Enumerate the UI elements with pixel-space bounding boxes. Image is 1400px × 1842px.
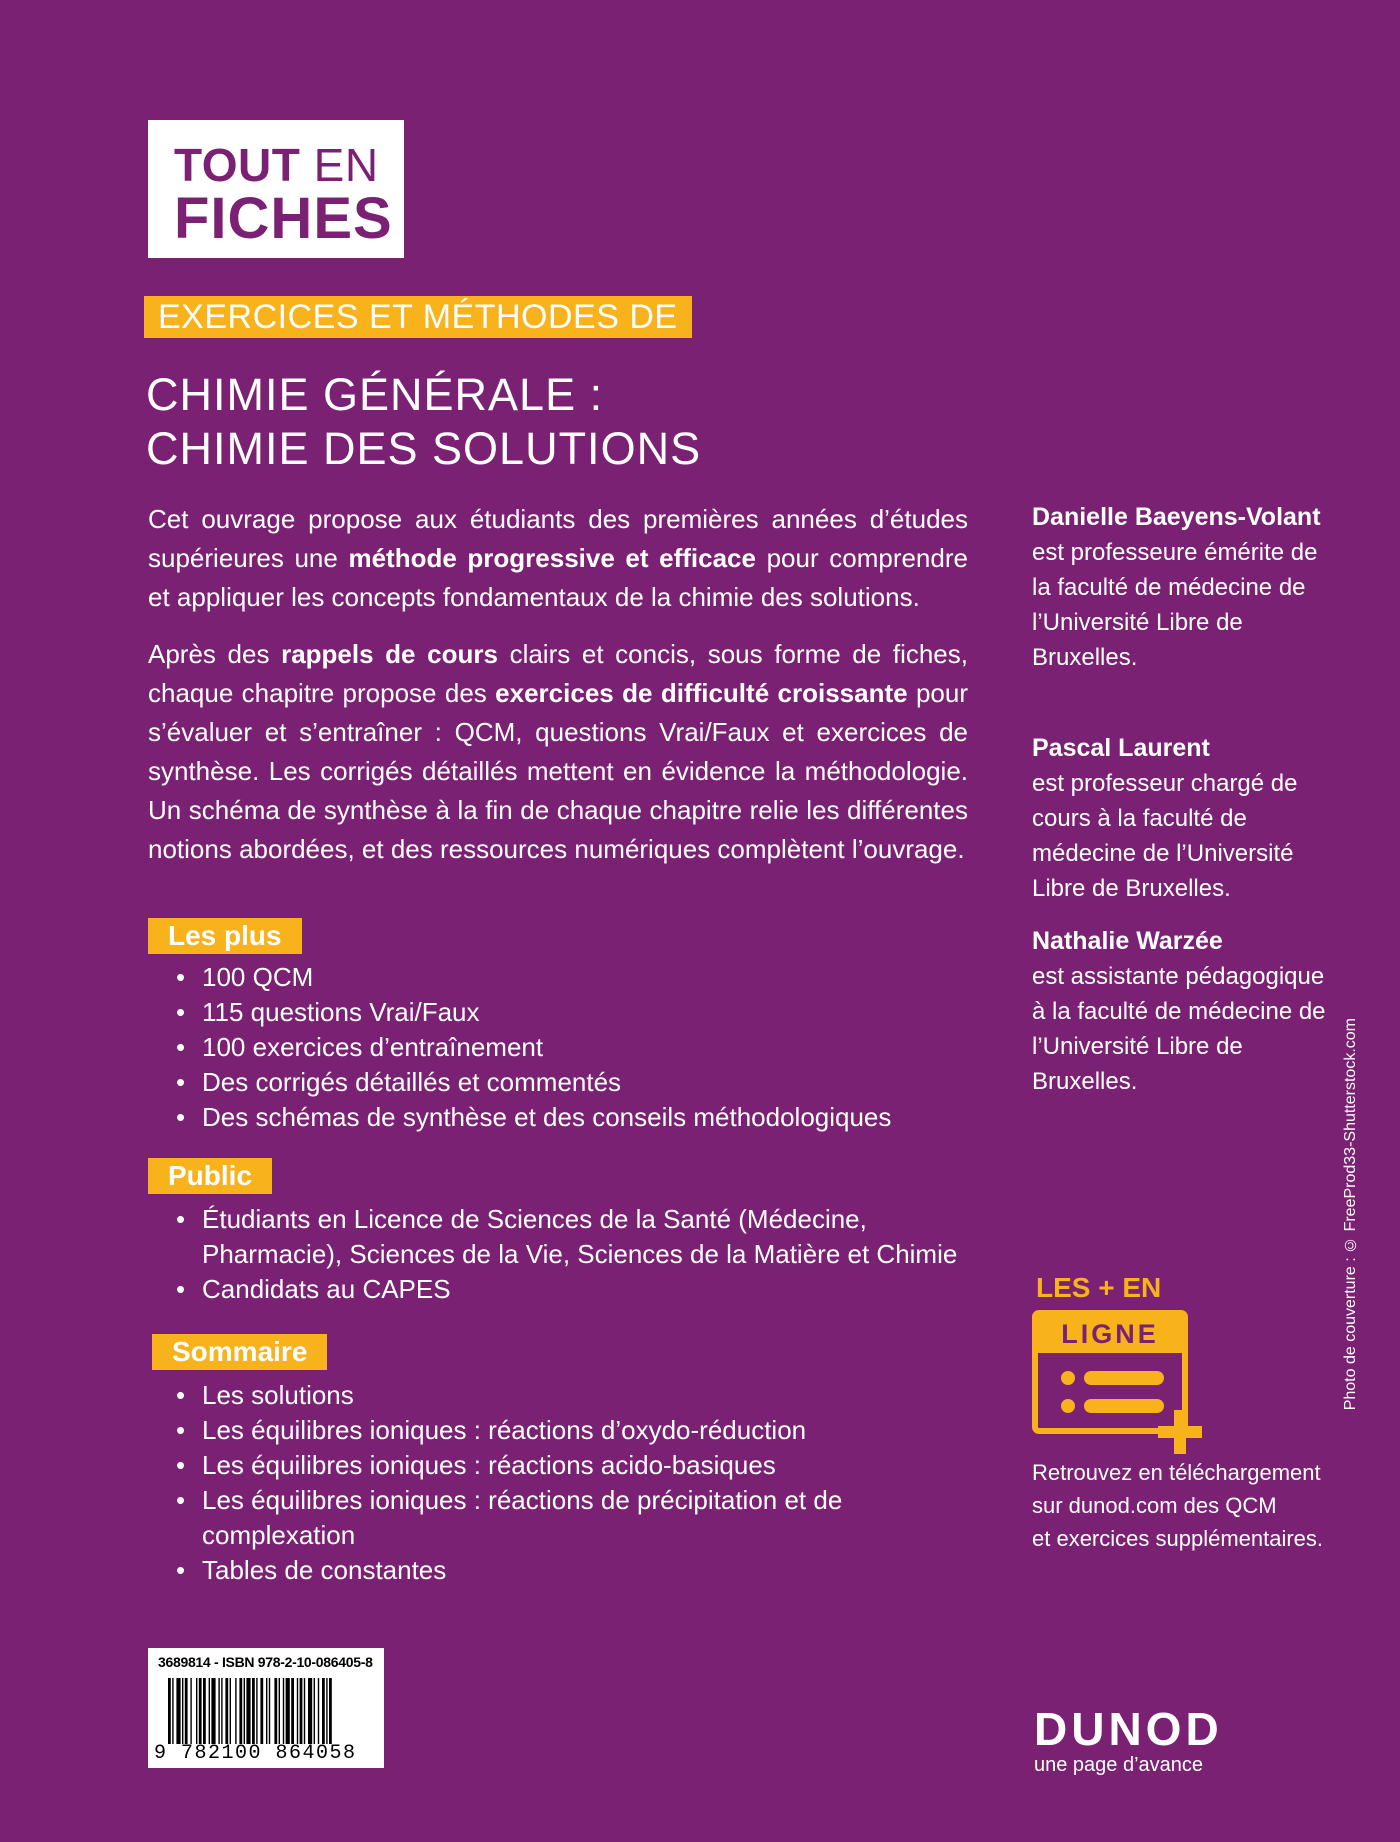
barcode-bar: [235, 1678, 236, 1744]
barcode-bar: [300, 1678, 303, 1744]
barcode-bar: [326, 1678, 327, 1744]
title-line1: CHIMIE GÉNÉRALE :: [146, 369, 604, 420]
barcode-bar: [252, 1678, 255, 1744]
intro-emphasis: rappels de cours: [281, 639, 498, 669]
publisher-tagline: une page d’avance: [1034, 1754, 1204, 1776]
author-name: Pascal Laurent: [1032, 734, 1210, 762]
series-logo-en: EN: [313, 139, 379, 191]
section-label-public: Public: [148, 1158, 272, 1194]
intro-paragraph-2: [148, 635, 968, 869]
list-item: • Les solutions: [172, 1378, 992, 1413]
series-logo-tout: TOUT: [174, 139, 301, 191]
barcode-number: 9 782100 864058: [154, 1742, 357, 1765]
barcode-bar: [182, 1678, 183, 1744]
barcode-bar: [168, 1678, 171, 1744]
barcode-bar: [283, 1678, 284, 1744]
intro-emphasis: exercices de difficulté croissante: [495, 678, 908, 708]
section-label-plus: Les plus: [148, 918, 302, 954]
barcode-bar: [256, 1678, 257, 1744]
barcode-bar: [172, 1678, 173, 1744]
barcode-bar: [176, 1678, 180, 1744]
public-list: [172, 1202, 982, 1307]
sommaire-list: [172, 1378, 992, 1588]
barcode-bar: [209, 1678, 210, 1744]
barcode-bar: [297, 1678, 298, 1744]
intro-text: Cet ouvrage propose aux étudiants des premières années d’études supérieures une: [148, 504, 968, 573]
author-name: Nathalie Warzée: [1032, 927, 1223, 955]
list-item: • 100 exercices d’entraînement: [172, 1030, 992, 1065]
online-note-line: sur dunod.com des QCM: [1032, 1493, 1277, 1518]
series-logo-line1: [174, 139, 379, 191]
author-name: Danielle Baeyens-Volant: [1032, 503, 1321, 531]
section-label-sommaire: Sommaire: [152, 1334, 327, 1370]
barcode-bar: [218, 1678, 219, 1744]
photo-credit: Photo de couverture : © FreeProd33-Shutterstock.com: [1342, 1018, 1359, 1411]
list-item: • 100 QCM: [172, 960, 992, 995]
online-resources-icon: [1032, 1310, 1206, 1454]
series-logo: [148, 120, 404, 258]
authors: [1032, 500, 1362, 1139]
barcode-bar: [244, 1678, 245, 1744]
barcode-bar: [185, 1678, 188, 1744]
author-bio: est assistante pédagogique à la faculté de médecine de l’Université Libre de Bruxelles.: [1032, 963, 1326, 1095]
barcode-bar: [190, 1678, 191, 1744]
intro-text: clairs et concis, sous forme de fiches, chaque chapitre propose des: [148, 639, 968, 708]
list-item: • Candidats au CAPES: [172, 1272, 982, 1307]
online-note-line: Retrouvez en téléchargement: [1032, 1460, 1321, 1485]
list-item: • 115 questions Vrai/Faux: [172, 995, 992, 1030]
list-item: • Étudiants en Licence de Sciences de la Santé (Médecine, Pharmacie), Sciences de la Vie, Sciences de la Matière et Chimie: [172, 1202, 982, 1272]
isbn-text: 3689814 - ISBN 978-2-10-086405-8: [158, 1654, 373, 1670]
author-1: [1032, 500, 1362, 675]
barcode-bar: [225, 1678, 228, 1744]
barcode-bar: [304, 1678, 305, 1744]
barcode-bar: [221, 1678, 222, 1744]
barcode-bar: [279, 1678, 280, 1744]
barcode-bar: [314, 1678, 315, 1744]
online-resources-title: LES + EN: [1036, 1272, 1162, 1303]
intro-paragraph-1: [148, 500, 968, 617]
barcode-bar: [196, 1678, 197, 1744]
barcode: [148, 1648, 384, 1768]
list-item: • Les équilibres ioniques : réactions d’oxydo-réduction: [172, 1413, 992, 1448]
description: [148, 500, 968, 887]
intro-text: pour comprendre et appliquer les concepts fondamentaux de la chimie des solutions.: [148, 543, 968, 612]
online-note-line: et exercices supplémentaires.: [1032, 1526, 1324, 1551]
barcode-bar: [199, 1678, 202, 1744]
online-resources-note: [1032, 1456, 1372, 1555]
barcode-bar: [291, 1678, 294, 1744]
intro-text: Après des: [148, 639, 282, 669]
list-item: • Tables de constantes: [172, 1553, 992, 1588]
barcode-bar: [322, 1678, 325, 1744]
publisher-logo: [1034, 1703, 1223, 1777]
barcode-bar: [211, 1678, 215, 1744]
author-2: [1032, 731, 1362, 906]
plus-list: [172, 960, 992, 1135]
pretitle-banner: EXERCICES ET MÉTHODES DE: [144, 296, 692, 338]
list-item: • Les équilibres ioniques : réactions acido-basiques: [172, 1448, 992, 1483]
barcode-bar: [286, 1678, 290, 1744]
intro-emphasis: méthode progressive et efficace: [348, 543, 756, 573]
title-line2: CHIMIE DES SOLUTIONS: [146, 423, 702, 474]
barcode-bar: [230, 1678, 231, 1744]
barcode-bar: [318, 1678, 319, 1744]
barcode-bar: [203, 1678, 206, 1744]
author-bio: est professeur chargé de cours à la faculté de médecine de l’Université Libre de Bruxelles.: [1032, 770, 1298, 902]
author-bio: est professeure émérite de la faculté de médecine de l’Université Libre de Bruxelles.: [1032, 539, 1318, 671]
series-logo-line2: FICHES: [174, 186, 393, 251]
barcode-bars: [168, 1678, 374, 1744]
barcode-bar: [308, 1678, 312, 1744]
barcode-bar: [269, 1678, 270, 1744]
barcode-bar: [239, 1678, 242, 1744]
book-title: [146, 368, 701, 476]
barcode-bar: [274, 1678, 277, 1744]
barcode-bar: [260, 1678, 263, 1744]
author-3: [1032, 924, 1362, 1099]
intro-text: pour s’évaluer et s’entraîner : QCM, questions Vrai/Faux et exercices de synthèse. Les corrigés détaillés mettent en évidence la méthodologie. Un schéma de synthèse à la fin de chaque chapitre relie les différentes notions abordées, et des ressources numériques complètent l’ouvrage.: [148, 678, 969, 864]
online-badge-text: LIGNE: [1061, 1319, 1159, 1349]
barcode-bar: [266, 1678, 267, 1744]
list-item: • Des corrigés détaillés et commentés: [172, 1065, 992, 1100]
list-item: • Des schémas de synthèse et des conseils méthodologiques: [172, 1100, 992, 1135]
publisher-name: DUNOD: [1034, 1703, 1223, 1755]
barcode-bar: [329, 1678, 332, 1744]
list-item: • Les équilibres ioniques : réactions de précipitation et de complexation: [172, 1483, 992, 1553]
barcode-bar: [246, 1678, 250, 1744]
